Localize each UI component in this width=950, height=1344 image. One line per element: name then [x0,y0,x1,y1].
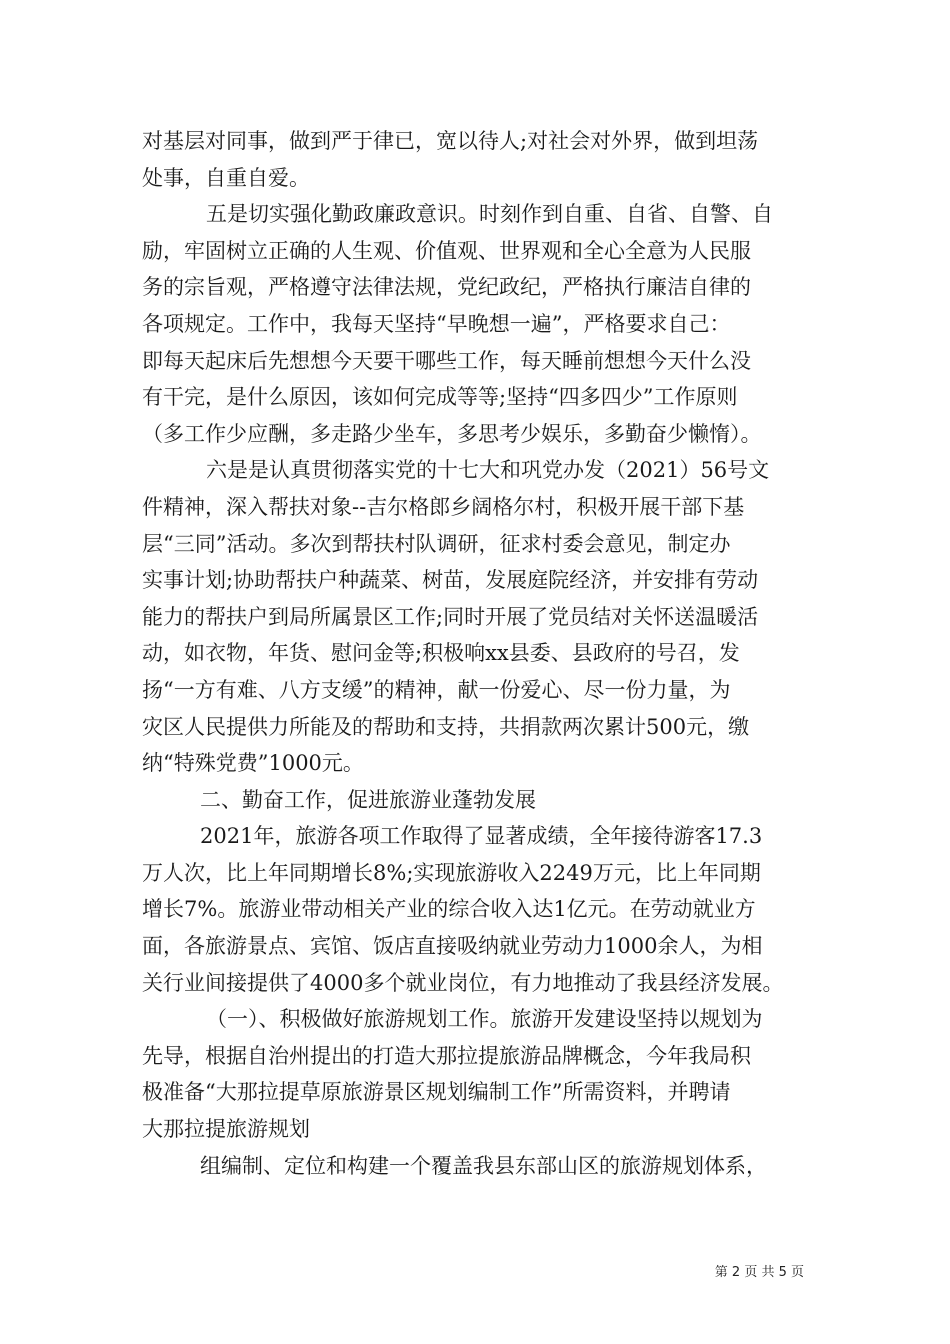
text-line: 纳“特殊党费”1000元。 [142,751,364,776]
paragraph-start: 五是切实强化勤政廉政意识。时刻作到自重、自省、自警、自 [206,202,773,227]
text-line: 实事计划;协助帮扶户种蔬菜、树苗，发展庭院经济，并安排有劳动 [142,568,759,593]
body-text [142,123,808,1184]
paragraph-start: 六是是认真贯彻落实党的十七大和巩党办发（2021）56号文 [206,458,770,483]
text-line: 处事，自重自爱。 [142,165,310,190]
text-line: 件精神，深入帮扶对象--吉尔格郎乡阔格尔村，积极开展干部下基 [142,494,745,519]
text-line: 极准备“大那拉提草原旅游景区规划编制工作”所需资料，并聘请 [142,1080,731,1105]
text-line: 大那拉提旅游规划 [142,1117,310,1142]
text-line: 务的宗旨观，严格遵守法律法规，党纪政纪，严格执行廉洁自律的 [142,275,751,300]
text-line: 层“三同”活动。多次到帮扶村队调研，征求村委会意见，制定办 [142,531,731,556]
text-line: 增长7%。旅游业带动相关产业的综合收入达1亿元。在劳动就业方 [142,897,756,922]
paragraph-start: 组编制、定位和构建一个覆盖我县东部山区的旅游规划体系， [200,1153,767,1178]
text-line: 能力的帮扶户到局所属景区工作;同时开展了党员结对关怀送温暖活 [142,604,759,629]
text-line: 动，如衣物，年货、慰问金等;积极响xx县委、县政府的号召，发 [142,641,740,666]
text-line: 灾区人民提供力所能及的帮助和支持，共捐款两次累计500元，缴 [142,714,750,739]
text-line: 即每天起床后先想想今天要干哪些工作，每天睡前想想今天什么没 [142,348,751,373]
text-line: 面，各旅游景点、宾馆、饭店直接吸纳就业劳动力1000余人，为相 [142,934,763,959]
section-heading: 二、勤奋工作，促进旅游业蓬勃发展 [200,787,536,812]
text-line: 各项规定。工作中，我每天坚持“早晚想一遍”，严格要求自己： [142,311,731,336]
text-line: 励，牢固树立正确的人生观、价值观、世界观和全心全意为人民服 [142,238,751,263]
text-line: 万人次，比上年同期增长8%;实现旅游收入2249万元，比上年同期 [142,860,761,885]
text-line: 先导，根据自治州提出的打造大那拉提旅游品牌概念，今年我局积 [142,1043,751,1068]
paragraph-start: 2021年，旅游各项工作取得了显著成绩，全年接待游客17.3 [200,824,763,849]
text-line: 有干完，是什么原因，该如何完成等等;坚持“四多四少”工作原则 [142,385,738,410]
text-line: 扬“一方有难、八方支缓”的精神，献一份爱心、尽一份力量，为 [142,677,731,702]
text-line: 关行业间接提供了4000多个就业岗位，有力地推动了我县经济发展。 [142,970,784,995]
text-line: （多工作少应酬，多走路少坐车，多思考少娱乐，多勤奋少懒惰）。 [142,421,762,446]
paragraph-start: （一）、积极做好旅游规划工作。旅游开发建设坚持以规划为 [206,1007,763,1032]
text-line: 对基层对同事，做到严于律已，宽以待人;对社会对外界，做到坦荡 [142,129,759,153]
page-number: 第 2 页 共 5 页 [714,1265,804,1280]
